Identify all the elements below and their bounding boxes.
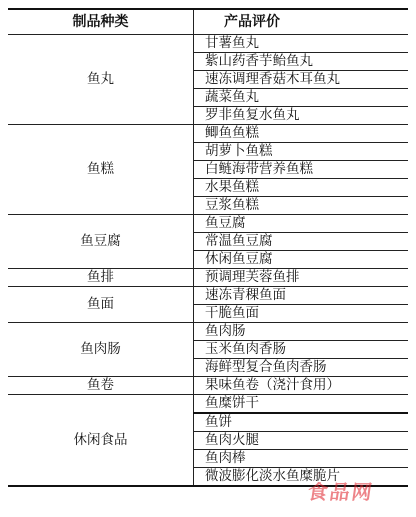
product-cell: 速冻青稞鱼面: [194, 287, 409, 305]
product-cell: 豆浆鱼糕: [194, 197, 409, 215]
product-cell: 鱼肉肠: [194, 323, 409, 341]
product-cell: 鲫鱼鱼糕: [194, 125, 409, 143]
product-cell: 白鲢海带营养鱼糕: [194, 161, 409, 179]
table-row: [8, 215, 408, 233]
table-row: [8, 287, 408, 305]
product-cell: 玉米鱼肉香肠: [194, 341, 409, 359]
category-cell: 鱼肉肠: [8, 323, 194, 377]
header-category: 制品种类: [8, 9, 194, 35]
product-cell: 胡萝卜鱼糕: [194, 143, 409, 161]
table-row: [8, 323, 408, 341]
product-cell: 紫山药香芋鲐鱼丸: [194, 53, 409, 71]
product-cell: 鱼肉棒: [194, 450, 409, 468]
product-cell: 鱼豆腐: [194, 215, 409, 233]
product-cell: 预调理芙蓉鱼排: [194, 269, 409, 287]
category-cell: 鱼卷: [8, 377, 194, 395]
category-cell: 鱼丸: [8, 35, 194, 125]
product-cell: 果味鱼卷（浇汁食用）: [194, 377, 409, 395]
category-cell: 鱼面: [8, 287, 194, 323]
table-row: [8, 395, 408, 414]
product-cell: 休闲鱼豆腐: [194, 251, 409, 269]
table-header-row: [8, 9, 408, 35]
category-cell: 休闲食品: [8, 395, 194, 487]
product-cell: 干脆鱼面: [194, 305, 409, 323]
product-cell: 微波膨化淡水鱼糜脆片: [194, 468, 409, 487]
product-cell: 鱼饼: [194, 413, 409, 432]
table-row: [8, 125, 408, 143]
category-cell: 鱼糕: [8, 125, 194, 215]
table-row: [8, 377, 408, 395]
table-row: [8, 269, 408, 287]
product-table: [8, 8, 408, 487]
product-cell: 甘薯鱼丸: [194, 35, 409, 53]
product-cell: 海鲜型复合鱼肉香肠: [194, 359, 409, 377]
watermark-logo: 食品网: [306, 480, 376, 504]
product-cell: 鱼糜饼干: [194, 395, 409, 414]
product-cell: 鱼肉火腿: [194, 432, 409, 450]
product-cell: 罗非鱼复水鱼丸: [194, 107, 409, 125]
category-cell: 鱼排: [8, 269, 194, 287]
product-cell: 蔬菜鱼丸: [194, 89, 409, 107]
product-cell: 水果鱼糕: [194, 179, 409, 197]
category-cell: 鱼豆腐: [8, 215, 194, 269]
table-row: [8, 35, 408, 53]
product-cell: 速冻调理香菇木耳鱼丸: [194, 71, 409, 89]
header-product: 产品评价: [194, 9, 409, 35]
product-cell: 常温鱼豆腐: [194, 233, 409, 251]
table-body: [8, 35, 408, 487]
